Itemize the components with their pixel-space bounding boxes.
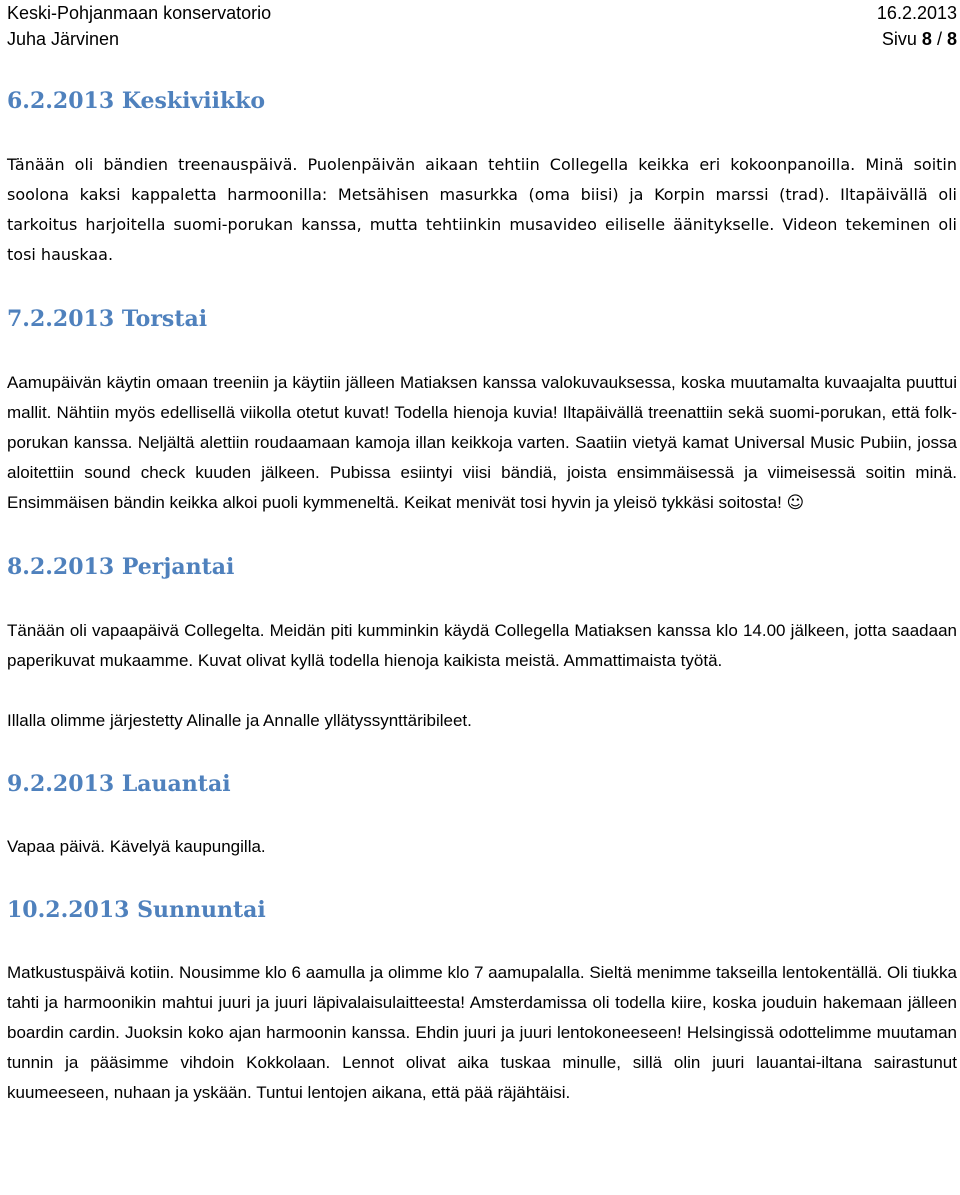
header-author: Juha Järvinen: [7, 29, 120, 49]
section-paragraph-friday: Tänään oli vapaapäivä Collegelta. Meidän piti kumminkin käydä Collegella Matiaksen kanssa klo 14.00 jälkeen, jotta saadaan paperikuvat mukaamme. Kuvat olivat kyllä todella hienoja kaikista meistä. Ammattimaista työtä.: [7, 621, 957, 670]
section-paragraph-thursday: [7, 368, 957, 518]
page-prefix: Sivu: [881, 29, 917, 49]
header-date: 16.2.2013: [876, 3, 957, 23]
section-paragraph-saturday: Vapaa päivä. Kävelyä kaupungilla.: [7, 837, 266, 856]
page-number: [882, 26, 957, 52]
section-heading-wednesday: 6.2.2013 Keskiviikko: [7, 88, 266, 114]
section-heading-saturday: 9.2.2013 Lauantai: [7, 771, 231, 797]
thursday-text: Aamupäivän käytin omaan treeniin ja käytiin jälleen Matiaksen kanssa valokuvauksessa, koska muutamalta kuvaajalta puuttui mallit. Nähtiin myös edellisellä viikolla otetut kuvat! Todella hienoja kuvia! Iltapäivällä treenattiin sekä suomi-porukan, että folk-porukan kanssa. Neljältä alettiin roudaamaan kamoja illan keikkoja varten. Saatiin vietyä kamat Universal Music Pubiin, jossa aloitettiin sound check kuuden jälkeen. Pubissa esiintyi viisi bändiä, joista ensimmäisessä ja viimeisessä soitin minä. Ensimmäisen bändin keikka alkoi puoli kymmeneltä. Keikat menivät tosi hyvin ja yleisö tykkäsi soitosta!: [7, 373, 957, 512]
section-paragraph-wednesday: Tänään oli bändien treenauspäivä. Puolenpäivän aikaan tehtiin Collegella keikka eri kokoonpanoilla. Minä soitin soolona kaksi kappaletta harmoonilla: Metsähisen masurkka (oma biisi) ja Korpin marssi (trad). Iltapäivällä oli tarkoitus harjoitella suomi-porukan kanssa, mutta tehtiinkin musavideo eiliselle äänitykselle. Videon tekeminen oli tosi hauskaa.: [7, 155, 957, 264]
section-heading-sunday: 10.2.2013 Sunnuntai: [7, 897, 266, 923]
document-page: [7, 0, 957, 1195]
page-separator: /: [936, 29, 942, 49]
smiley-icon: ☺: [786, 493, 805, 513]
page-current: 8: [921, 29, 932, 49]
page-total: 8: [946, 29, 957, 49]
section-heading-thursday: 7.2.2013 Torstai: [7, 306, 208, 332]
section-heading-friday: 8.2.2013 Perjantai: [7, 554, 235, 580]
page-header-top: [7, 0, 957, 26]
section-paragraph-friday-evening: Illalla olimme järjestetty Alinalle ja Annalle yllätyssynttäribileet.: [7, 711, 472, 730]
section-paragraph-sunday: Matkustuspäivä kotiin. Nousimme klo 6 aamulla ja olimme klo 7 aamupalalla. Sieltä menimme takseilla lentokentällä. Oli tiukka tahti ja harmoonikin mahtui juuri ja juuri läpivalaisulaitteesta! Amsterdamissa oli todella kiire, koska jouduin hakemaan jälleen boardin cardin. Juoksin koko ajan harmoonin kanssa. Ehdin juuri ja juuri lentokoneeseen! Helsingissä odottelimme muutaman tunnin ja pääsimme vihdoin Kokkolaan. Lennot olivat aika tuskaa minulle, sillä olin juuri lauantai-iltana sairastunut kuumeeseen, nuhaan ja yskään. Tuntui lentojen aikana, että pää räjähtäisi.: [7, 963, 957, 1102]
page-header-bottom: [7, 26, 957, 52]
header-organization: Keski-Pohjanmaan konservatorio: [7, 3, 272, 23]
